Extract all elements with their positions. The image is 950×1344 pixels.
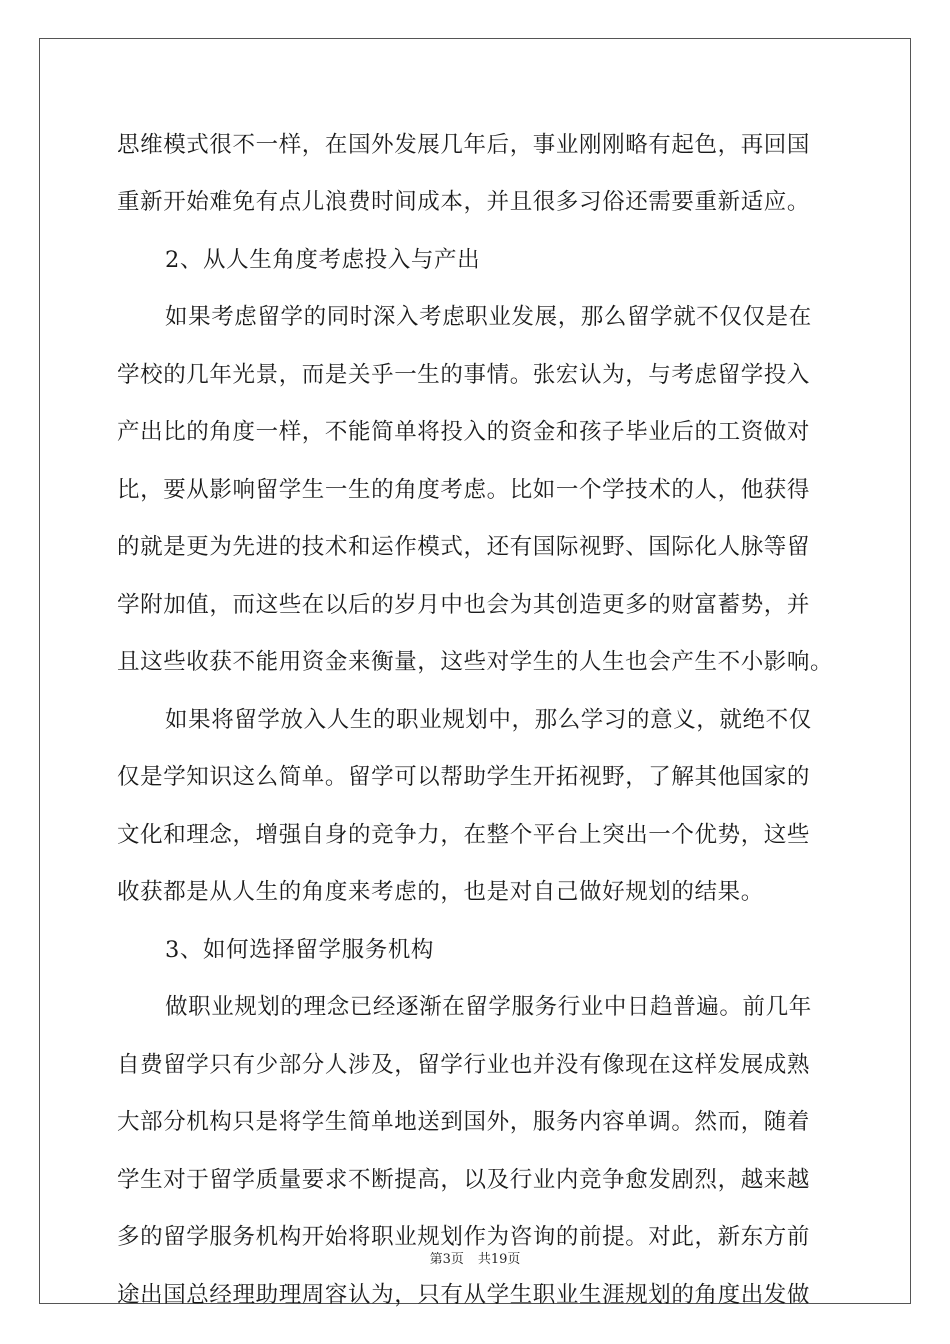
page-footer — [0, 1248, 950, 1267]
text-line: 途出国总经理助理周容认为，只有从学生职业生涯规划的角度出发做 — [117, 1282, 811, 1308]
text-line: 重新开始难免有点儿浪费时间成本，并且很多习俗还需要重新适应。 — [117, 189, 811, 215]
text-line: 多的留学服务机构开始将职业规划作为咨询的前提。对此，新东方前 — [117, 1224, 811, 1250]
text-line: 大部分机构只是将学生简单地送到国外，服务内容单调。然而，随着 — [117, 1109, 811, 1135]
text-line: 的就是更为先进的技术和运作模式，还有国际视野、国际化人脉等留 — [117, 534, 811, 560]
text-line: 收获都是从人生的角度来考虑的，也是对自己做好规划的结果。 — [117, 879, 764, 905]
text-line: 学附加值，而这些在以后的岁月中也会为其创造更多的财富蓄势，并 — [117, 592, 811, 618]
text-line: 文化和理念，增强自身的竞争力，在整个平台上突出一个优势，这些 — [117, 822, 811, 848]
text-line: 自费留学只有少部分人涉及，留学行业也并没有像现在这样发展成熟 — [117, 1052, 811, 1078]
text-line: 产出比的角度一样，不能简单将投入的资金和孩子毕业后的工资做对 — [117, 419, 811, 445]
page-total: 共19页 — [477, 1252, 521, 1267]
text-line: 学校的几年光景，而是关乎一生的事情。张宏认为，与考虑留学投入 — [117, 362, 811, 388]
text-line: 学生对于留学质量要求不断提高，以及行业内竞争愈发剧烈，越来越 — [117, 1167, 811, 1193]
text-line: 如果将留学放入人生的职业规划中，那么学习的意义，就绝不仅 — [165, 707, 812, 733]
text-line: 思维模式很不一样，在国外发展几年后，事业刚刚略有起色，再回国 — [117, 132, 811, 158]
text-line: 比，要从影响留学生一生的角度考虑。比如一个学技术的人，他获得 — [117, 477, 811, 503]
page-number: 第3页 — [429, 1252, 464, 1267]
text-line: 做职业规划的理念已经逐渐在留学服务行业中日趋普遍。前几年 — [165, 994, 812, 1020]
text-line: 仅是学知识这么简单。留学可以帮助学生开拓视野，了解其他国家的 — [117, 764, 811, 790]
text-line: 如果考虑留学的同时深入考虑职业发展，那么留学就不仅仅是在 — [165, 304, 812, 330]
section-heading: 3、如何选择留学服务机构 — [165, 937, 435, 963]
text-line: 且这些收获不能用资金来衡量，这些对学生的人生也会产生不小影响。 — [117, 649, 834, 675]
section-heading: 2、从人生角度考虑投入与产出 — [165, 247, 481, 273]
